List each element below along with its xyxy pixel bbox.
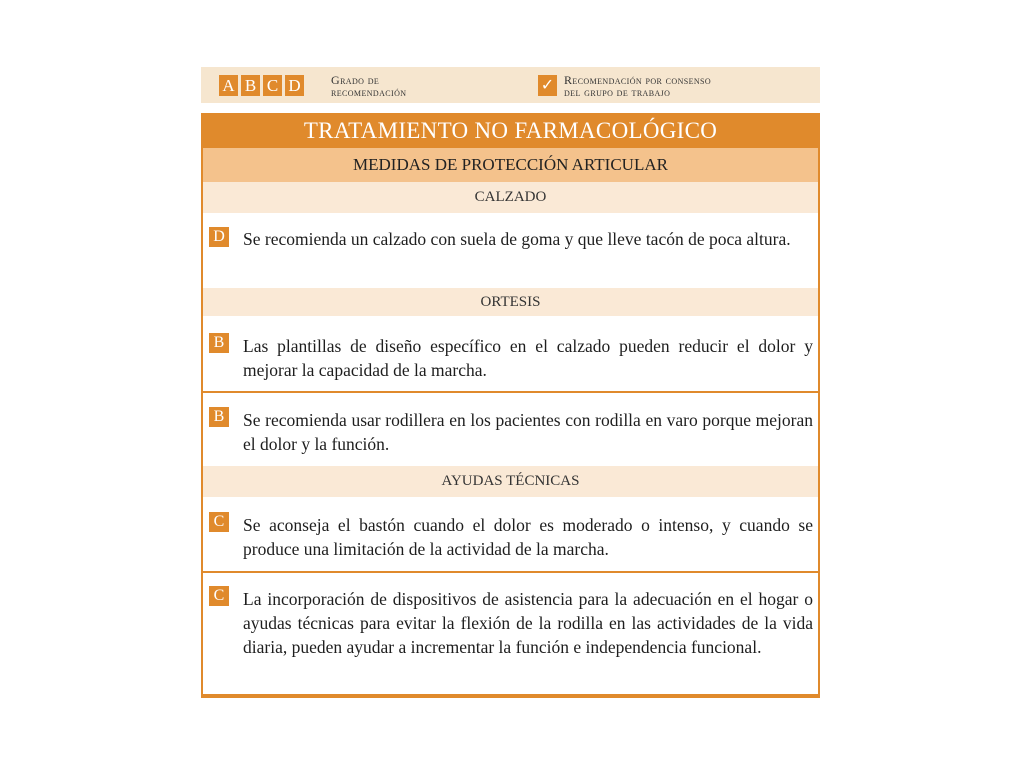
section-calzado: CALZADO: [203, 182, 818, 213]
consensus-legend-line1: Recomendación por consenso: [564, 73, 712, 87]
consensus-legend-line2: del grupo de trabajo: [564, 85, 671, 99]
grade-badge: C: [209, 586, 229, 606]
grade-box-a: A: [219, 75, 238, 96]
check-icon: ✓: [538, 75, 557, 96]
grade-legend-line2: recomendación: [331, 85, 407, 99]
grade-badge: B: [209, 333, 229, 353]
recommendation-row: [203, 213, 818, 288]
grade-legend-label: [331, 74, 406, 98]
consensus-legend-label: [564, 74, 711, 98]
recommendation-text: La incorporación de dispositivos de asistencia para la adecuación en el hogar o ayudas técnicas para evitar la flexión de la rodilla en las actividades de la vida diaria, pueden ayudar a incrementar la función e independencia funcional.: [243, 589, 813, 657]
recommendation-text: Las plantillas de diseño específico en el calzado pueden reducir el dolor y mejorar la capacidad de la marcha.: [243, 336, 813, 380]
recommendation-row: [203, 497, 818, 573]
section-ortesis: ORTESIS: [203, 288, 818, 316]
recommendation-text: Se recomienda usar rodillera en los pacientes con rodilla en varo porque mejoran el dolor y la función.: [243, 410, 813, 454]
recommendation-text: Se aconseja el bastón cuando el dolor es moderado o intenso, y cuando se produce una limitación de la actividad de la marcha.: [243, 515, 813, 559]
grade-badge: D: [209, 227, 229, 247]
recommendation-row: [203, 393, 818, 466]
legend-bar: [201, 67, 820, 103]
grade-badge: B: [209, 407, 229, 427]
grade-badge: C: [209, 512, 229, 532]
section-ayudas-tecnicas: AYUDAS TÉCNICAS: [203, 466, 818, 497]
grade-boxes: [219, 75, 304, 96]
recommendation-row: [203, 573, 818, 693]
grade-box-b: B: [241, 75, 260, 96]
recommendation-text: Se recomienda un calzado con suela de goma y que lleve tacón de poca altura.: [243, 229, 791, 249]
table-title: TRATAMIENTO NO FARMACOLÓGICO: [203, 113, 818, 148]
table-subheader: MEDIDAS DE PROTECCIÓN ARTICULAR: [203, 148, 818, 182]
grade-box-d: D: [285, 75, 304, 96]
recommendations-table: [201, 113, 820, 698]
grade-box-c: C: [263, 75, 282, 96]
recommendation-row: [203, 316, 818, 393]
grade-legend-line1: Grado de: [331, 73, 380, 87]
